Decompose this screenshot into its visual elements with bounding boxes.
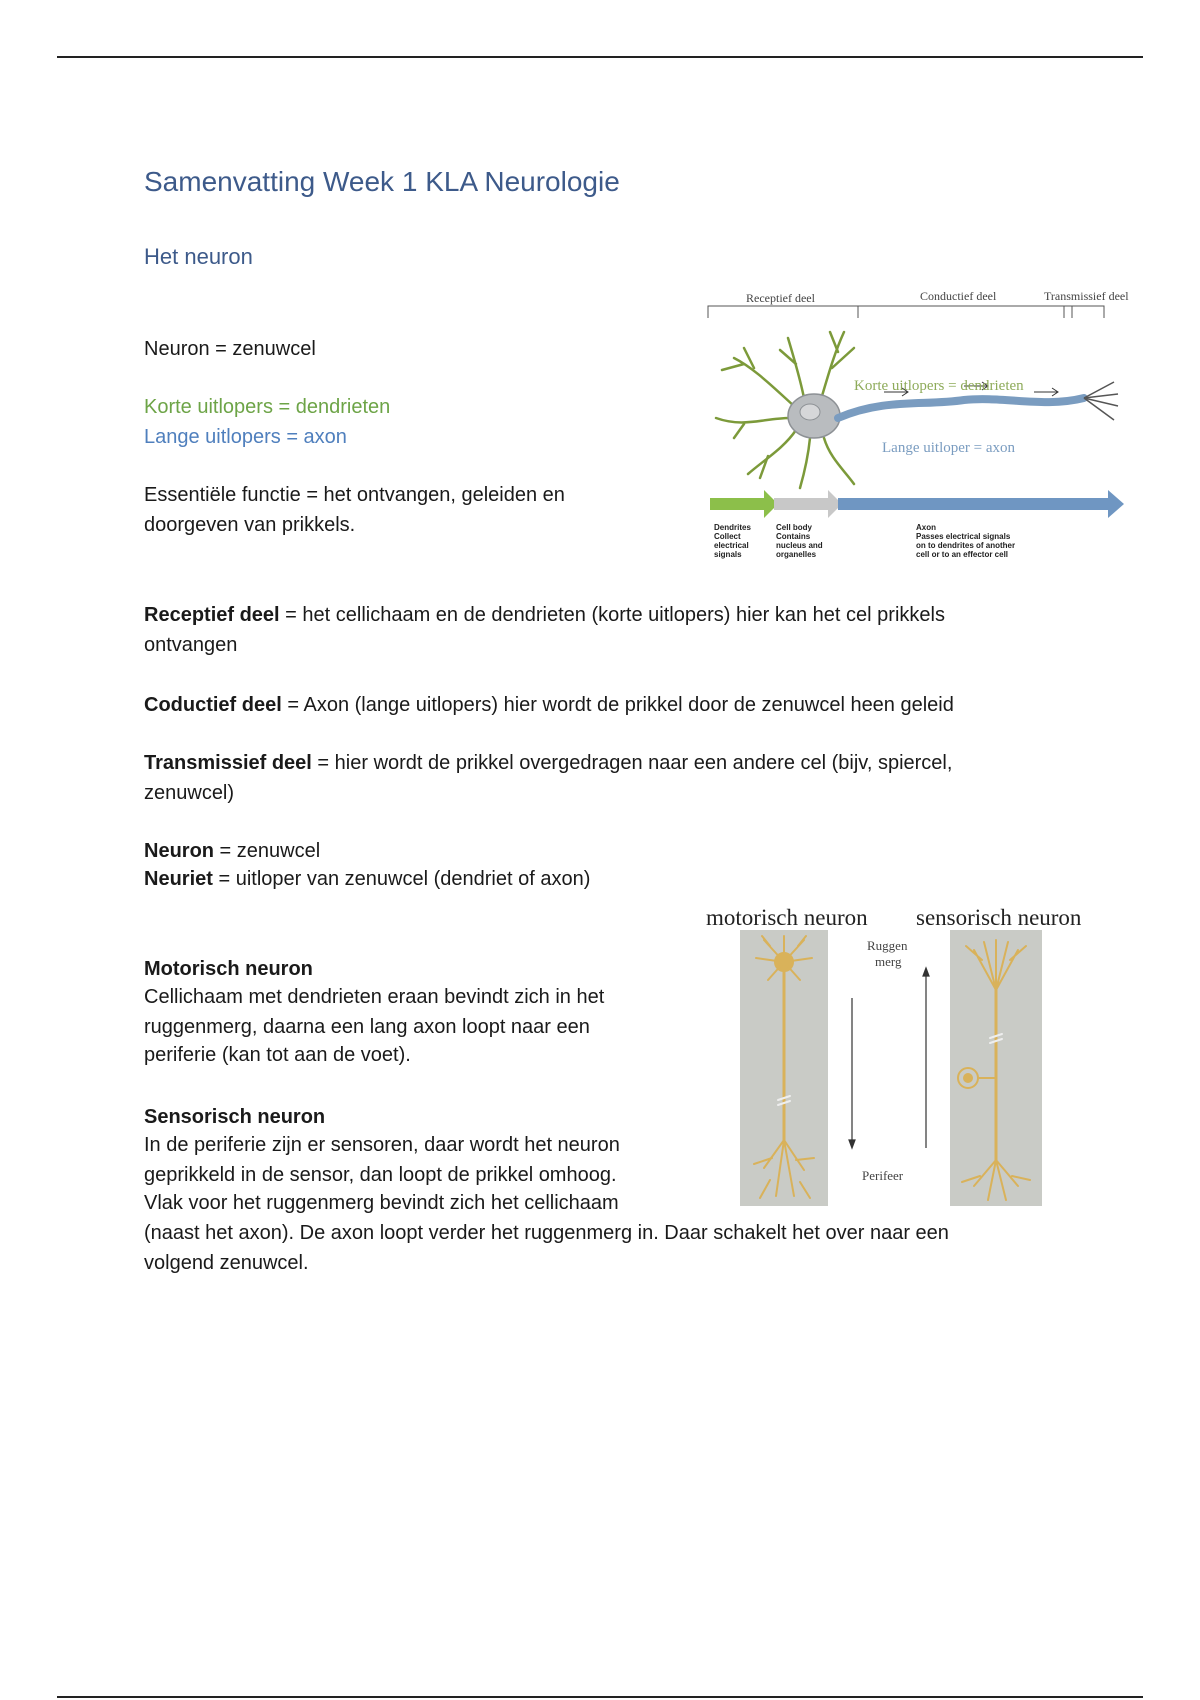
sensorisch-line-3: Vlak voor het ruggenmerg bevindt zich het cellichaam: [144, 1192, 619, 1214]
cellbody-arrow: [774, 490, 842, 518]
label-axon: Lange uitloper = axon: [882, 440, 1016, 456]
label-perifeer: Perifeer: [862, 1168, 904, 1183]
motorisch-line-2: ruggenmerg, daarna een lang axon loopt naar een: [144, 1016, 590, 1038]
sensorisch-line-4: (naast het axon). De axon loopt verder het ruggenmerg in. Daar schakelt het over naar een: [144, 1222, 949, 1244]
cap-cellbody-1: Contains: [776, 532, 811, 541]
transmissief-paragraph: [144, 748, 952, 778]
cap-dendrites-2: electrical: [714, 541, 749, 550]
conductief-bracket: [858, 306, 1064, 318]
receptief-term: Receptief deel: [144, 604, 280, 626]
cap-cellbody-title: Cell body: [776, 523, 813, 532]
motorisch-line-3: periferie (kan tot aan de voet).: [144, 1044, 411, 1066]
cap-dendrites-1: Collect: [714, 532, 741, 541]
neuron-definition: Neuron = zenuwcel: [144, 338, 316, 360]
cap-axon-1: Passes electrical signals: [916, 532, 1011, 541]
motorisch-line-1: Cellichaam met dendrieten eraan bevindt zich in het: [144, 986, 605, 1008]
sensorisch-line-5: volgend zenuwcel.: [144, 1252, 309, 1274]
sensorisch-heading: [144, 1102, 325, 1132]
receptief-paragraph: [144, 600, 945, 630]
sensorisch-heading-text: Sensorisch neuron: [144, 1106, 326, 1128]
header-rule: [57, 56, 1143, 58]
cap-dendrites-3: signals: [714, 550, 742, 559]
motorisch-heading-text: Motorisch neuron: [144, 958, 313, 980]
dendrites-arrow: [710, 490, 778, 518]
coductief-text: = Axon (lange uitlopers) hier wordt de prikkel door de zenuwcel heen geleid: [281, 694, 954, 716]
functie-line-1: Essentiële functie = het ontvangen, geleiden en: [144, 484, 565, 506]
neuriet-term: Neuriet: [144, 868, 213, 890]
footer-rule: [57, 1696, 1143, 1698]
coductief-term: Coductief deel: [144, 694, 282, 716]
neuron-types-diagram: [704, 900, 1114, 1210]
sensorisch-line-1: In de periferie zijn er sensoren, daar wordt het neuron: [144, 1134, 620, 1156]
label-receptief: Receptief deel: [746, 291, 815, 305]
coductief-paragraph: [144, 690, 954, 720]
cap-axon-3: cell or to an effector cell: [916, 550, 1009, 559]
neuron-diagram: [704, 288, 1144, 568]
label-motorisch: motorisch neuron: [706, 905, 868, 930]
label-dendrieten: Korte uitlopers = dendrieten: [854, 378, 1024, 394]
neuron-term: Neuron: [144, 840, 214, 862]
functie-line-2: doorgeven van prikkels.: [144, 514, 356, 536]
label-transmissief: Transmissief deel: [1044, 289, 1129, 303]
label-ruggen: Ruggen: [867, 938, 908, 953]
receptief-text: = het cellichaam en de dendrieten (korte uitlopers) hier kan het cel prikkels: [279, 604, 945, 626]
axon-arrow: [838, 490, 1124, 518]
transmissief-paragraph-2: zenuwcel): [144, 782, 235, 804]
neuriet-term-text: = uitloper van zenuwcel (dendriet of axon): [212, 868, 591, 890]
arrow-captions: [714, 523, 1015, 559]
neuron-types-figure: [704, 900, 1114, 1210]
transmissief-text: = hier wordt de prikkel overgedragen naar een andere cel (bijv, spiercel,: [311, 752, 953, 774]
receptief-paragraph-2: ontvangen: [144, 634, 238, 656]
label-conductief: Conductief deel: [920, 289, 997, 303]
cap-cellbody-3: organelles: [776, 550, 817, 559]
korte-uitlopers-line: Korte uitlopers = dendrieten: [144, 396, 391, 418]
transmissief-term: Transmissief deel: [144, 752, 312, 774]
nucleus: [800, 404, 820, 420]
neuron-diagram-figure: [704, 288, 1144, 568]
label-sensorisch: sensorisch neuron: [916, 905, 1082, 930]
motorisch-heading: [144, 954, 313, 984]
label-merg: merg: [875, 954, 902, 969]
cap-axon-title: Axon: [916, 523, 936, 532]
transmissief-bracket: [1064, 306, 1104, 318]
cap-dendrites-title: Dendrites: [714, 523, 751, 532]
section-heading: Het neuron: [144, 244, 253, 269]
axon-terminals: [1084, 382, 1118, 420]
neuriet-term-line: [144, 864, 590, 894]
direction-arrows: [849, 968, 929, 1148]
cap-axon-2: on to dendrites of another: [916, 541, 1016, 550]
axon: [838, 398, 1084, 418]
neuron-term-text: = zenuwcel: [214, 840, 321, 862]
lange-uitlopers-line: Lange uitlopers = axon: [144, 426, 347, 448]
page-title: Samenvatting Week 1 KLA Neurologie: [144, 166, 620, 197]
neuron-term-line: [144, 836, 320, 866]
receptief-bracket: [708, 306, 858, 318]
cap-cellbody-2: nucleus and: [776, 541, 823, 550]
sensorisch-line-2: geprikkeld in de sensor, dan loopt de prikkel omhoog.: [144, 1164, 617, 1186]
